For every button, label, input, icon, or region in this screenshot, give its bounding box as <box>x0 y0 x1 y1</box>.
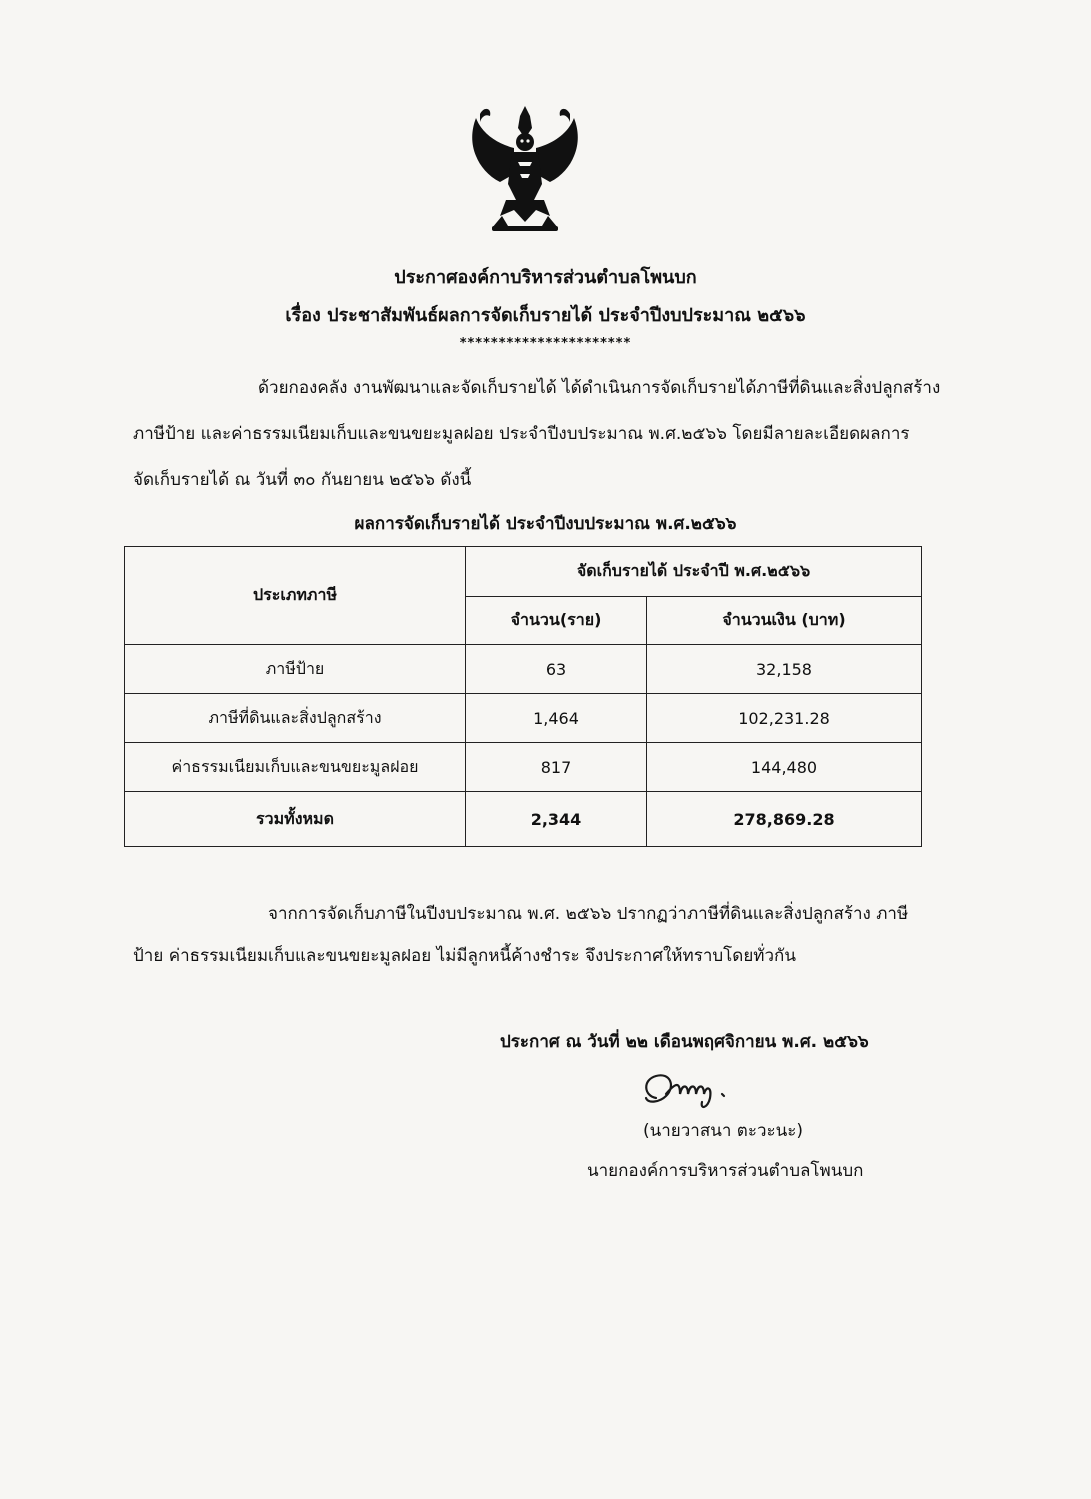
conclusion-line-2: ป้าย ค่าธรรมเนียมเก็บและขนขยะมูลฝอย ไม่มีลูกหนี้ค้างชำระ จึงประกาศให้ทราบโดยทั่วกัน <box>133 946 796 966</box>
revenue-table <box>124 546 922 847</box>
total-amount: 278,869.28 <box>647 792 922 847</box>
intro-line-1: ด้วยกองคลัง งานพัฒนาและจัดเก็บรายได้ ได้ดำเนินการจัดเก็บรายได้ภาษีที่ดินและสิ่งปลูกสร้าง <box>258 378 941 398</box>
row-amount: 102,231.28 <box>647 694 922 743</box>
intro-line-2: ภาษีป้าย และค่าธรรมเนียมเก็บและขนขยะมูลฝอย ประจำปีงบประมาณ พ.ศ.๒๕๖๖ โดยมีลายละเอียดผลการ <box>133 424 910 444</box>
total-count: 2,344 <box>466 792 647 847</box>
row-count: 817 <box>466 743 647 792</box>
table-row <box>125 645 922 694</box>
signer-name: (นายวาสนา ตะวะนะ) <box>643 1121 804 1141</box>
row-type: ภาษีป้าย <box>125 645 466 694</box>
row-type: ค่าธรรมเนียมเก็บและขนขยะมูลฝอย <box>125 743 466 792</box>
row-count: 63 <box>466 645 647 694</box>
row-count: 1,464 <box>466 694 647 743</box>
garuda-emblem-icon <box>462 104 588 236</box>
conclusion-line-1: จากการจัดเก็บภาษีในปีงบประมาณ พ.ศ. ๒๕๖๖ ปรากฏว่าภาษีที่ดินและสิ่งปลูกสร้าง ภาษี <box>268 904 909 924</box>
row-amount: 144,480 <box>647 743 922 792</box>
table-row <box>125 694 922 743</box>
table-row <box>125 743 922 792</box>
announcement-title: ประกาศองค์กาบริหารส่วนตำบลโพนบก <box>394 267 697 288</box>
table-title: ผลการจัดเก็บรายได้ ประจำปีงบประมาณ พ.ศ.๒๕๖๖ <box>354 514 737 534</box>
total-label: รวมทั้งหมด <box>125 792 466 847</box>
intro-line-3: จัดเก็บรายได้ ณ วันที่ ๓๐ กันยายน ๒๕๖๖ ดังนี้ <box>133 470 472 490</box>
header-tax-type: ประเภทภาษี <box>125 547 466 645</box>
separator: ********************** <box>459 336 632 351</box>
row-amount: 32,158 <box>647 645 922 694</box>
signer-title: นายกองค์การบริหารส่วนตำบลโพนบก <box>587 1161 864 1181</box>
announcement-subject: เรื่อง ประชาสัมพันธ์ผลการจัดเก็บรายได้ ประจำปีงบประมาณ ๒๕๖๖ <box>285 305 806 326</box>
header-amount: จำนวนเงิน (บาท) <box>647 597 922 645</box>
header-count: จำนวน(ราย) <box>466 597 647 645</box>
total-row <box>125 792 922 847</box>
header-group: จัดเก็บรายได้ ประจำปี พ.ศ.๒๕๖๖ <box>466 547 922 597</box>
row-type: ภาษีที่ดินและสิ่งปลูกสร้าง <box>125 694 466 743</box>
signature-icon <box>636 1068 786 1114</box>
announce-date: ประกาศ ณ วันที่ ๒๒ เดือนพฤศจิกายน พ.ศ. ๒๕๖๖ <box>500 1032 869 1052</box>
